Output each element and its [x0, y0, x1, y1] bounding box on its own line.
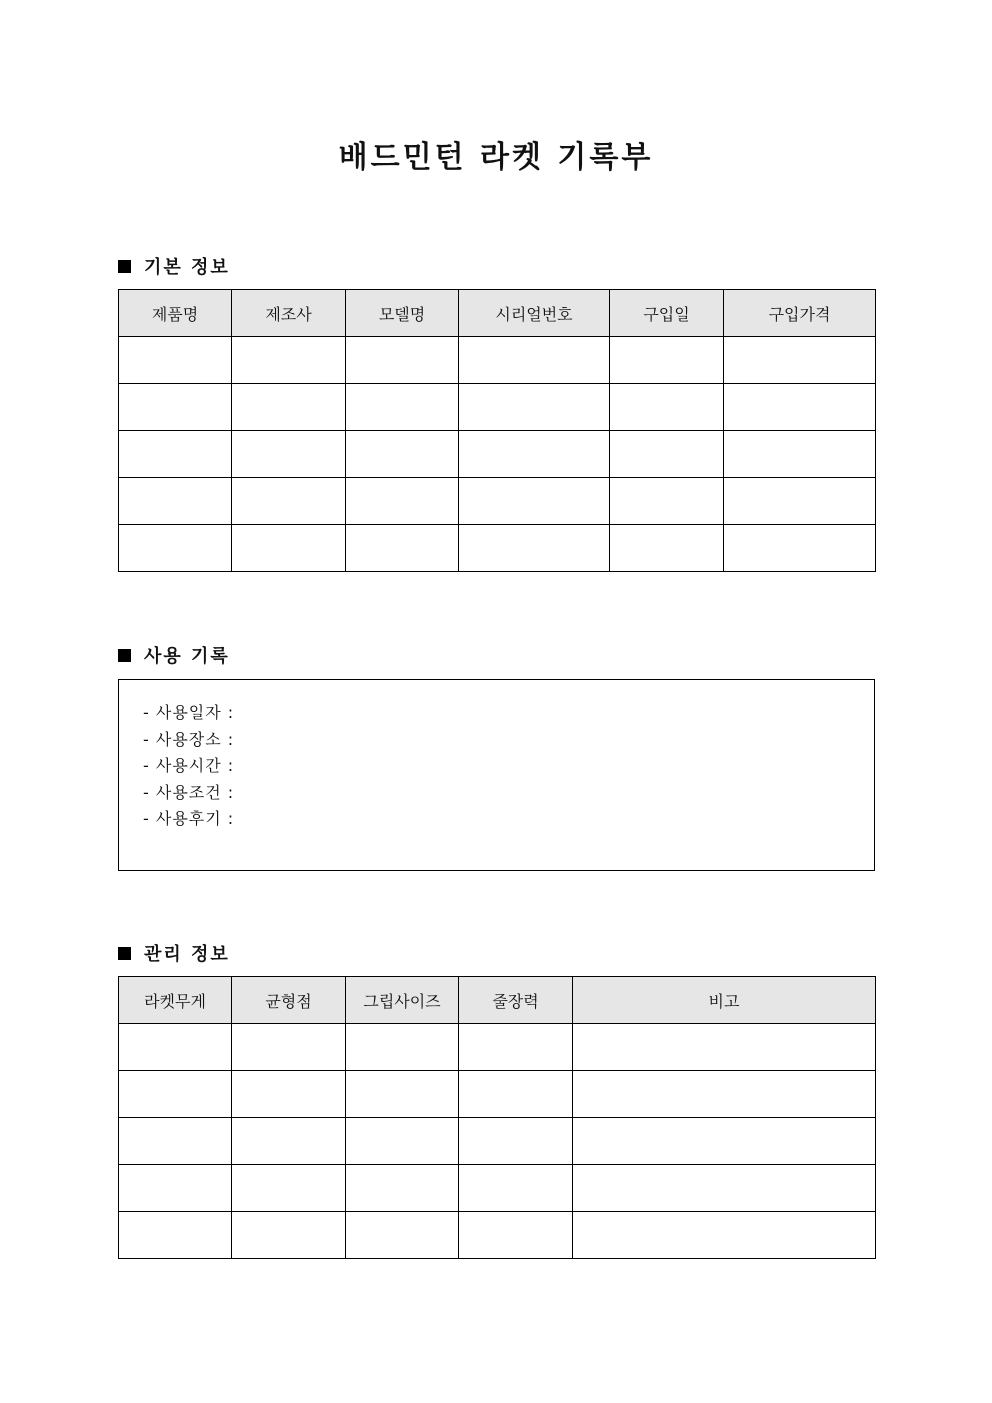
column-header: 그립사이즈 [346, 977, 459, 1024]
usage-item-condition[interactable]: - 사용조건 : [143, 782, 235, 802]
table-cell[interactable] [724, 337, 876, 384]
column-header: 줄장력 [459, 977, 573, 1024]
table-cell[interactable] [346, 384, 459, 431]
table-row [119, 1212, 876, 1259]
table-cell[interactable] [232, 1118, 346, 1165]
column-header: 구입가격 [724, 290, 876, 337]
management-info-table [118, 976, 876, 1259]
table-cell[interactable] [459, 431, 610, 478]
table-cell[interactable] [232, 337, 346, 384]
table-row [119, 1118, 876, 1165]
table-cell[interactable] [459, 337, 610, 384]
table-cell[interactable] [346, 1071, 459, 1118]
usage-list [143, 700, 234, 833]
table-cell[interactable] [119, 1165, 232, 1212]
table-row [119, 478, 876, 525]
table-cell[interactable] [610, 525, 724, 572]
table-cell[interactable] [459, 1212, 573, 1259]
table-cell[interactable] [346, 478, 459, 525]
table-cell[interactable] [610, 384, 724, 431]
table-cell[interactable] [573, 1024, 876, 1071]
table-row [119, 431, 876, 478]
table-cell[interactable] [459, 384, 610, 431]
column-header: 제조사 [232, 290, 346, 337]
table-row [119, 1165, 876, 1212]
table-cell[interactable] [459, 1165, 573, 1212]
table-cell[interactable] [232, 1165, 346, 1212]
table-cell[interactable] [232, 1071, 346, 1118]
table-cell[interactable] [459, 478, 610, 525]
table-cell[interactable] [573, 1165, 876, 1212]
table-cell[interactable] [724, 431, 876, 478]
column-header: 구입일 [610, 290, 724, 337]
table-row [119, 337, 876, 384]
table-cell[interactable] [119, 337, 232, 384]
section-heading-manage [118, 940, 230, 966]
table-cell[interactable] [573, 1118, 876, 1165]
table-cell[interactable] [610, 478, 724, 525]
square-bullet-icon [118, 947, 131, 960]
table-cell[interactable] [459, 525, 610, 572]
square-bullet-icon [118, 649, 131, 662]
usage-item-date[interactable]: - 사용일자 : [143, 703, 235, 722]
column-header: 균형점 [232, 977, 346, 1024]
table-header-row [119, 290, 876, 337]
usage-item-place[interactable]: - 사용장소 : [143, 729, 235, 749]
table-row [119, 1024, 876, 1071]
table-cell[interactable] [119, 525, 232, 572]
table-cell[interactable] [119, 1212, 232, 1259]
section-heading-basic [118, 253, 230, 279]
table-row [119, 384, 876, 431]
table-cell[interactable] [232, 384, 346, 431]
table-cell[interactable] [119, 384, 232, 431]
table-cell[interactable] [232, 1212, 346, 1259]
table-cell[interactable] [119, 1118, 232, 1165]
column-header: 모델명 [346, 290, 459, 337]
table-cell[interactable] [724, 384, 876, 431]
table-cell[interactable] [119, 1024, 232, 1071]
table-row [119, 525, 876, 572]
section-heading-text: 사용 기록 [144, 646, 230, 667]
table-cell[interactable] [459, 1024, 573, 1071]
table-cell[interactable] [573, 1212, 876, 1259]
column-header: 라켓무게 [119, 977, 232, 1024]
column-header: 시리얼번호 [459, 290, 610, 337]
table-cell[interactable] [724, 478, 876, 525]
table-cell[interactable] [119, 1071, 232, 1118]
table-cell[interactable] [346, 1118, 459, 1165]
table-cell[interactable] [724, 525, 876, 572]
column-header: 비고 [573, 977, 876, 1024]
table-cell[interactable] [232, 478, 346, 525]
table-cell[interactable] [232, 525, 346, 572]
table-cell[interactable] [573, 1071, 876, 1118]
usage-record-box [118, 679, 875, 871]
table-row [119, 1071, 876, 1118]
column-header: 제품명 [119, 290, 232, 337]
basic-info-table [118, 289, 876, 572]
table-cell[interactable] [346, 1212, 459, 1259]
table-cell[interactable] [119, 431, 232, 478]
table-cell[interactable] [232, 431, 346, 478]
table-cell[interactable] [610, 431, 724, 478]
table-cell[interactable] [232, 1024, 346, 1071]
table-cell[interactable] [119, 478, 232, 525]
section-heading-text: 기본 정보 [144, 257, 230, 278]
table-header-row [119, 977, 876, 1024]
table-cell[interactable] [346, 1024, 459, 1071]
table-cell[interactable] [459, 1071, 573, 1118]
table-cell[interactable] [346, 337, 459, 384]
table-cell[interactable] [610, 337, 724, 384]
usage-item-time[interactable]: - 사용시간 : [143, 756, 235, 775]
usage-item-review[interactable]: - 사용후기 : [143, 809, 235, 828]
section-heading-usage [118, 642, 230, 668]
table-cell[interactable] [346, 431, 459, 478]
table-cell[interactable] [346, 1165, 459, 1212]
section-heading-text: 관리 정보 [144, 944, 230, 965]
document-title: 배드민턴 라켓 기록부 [338, 140, 654, 175]
table-cell[interactable] [459, 1118, 573, 1165]
table-cell[interactable] [346, 525, 459, 572]
square-bullet-icon [118, 260, 131, 273]
